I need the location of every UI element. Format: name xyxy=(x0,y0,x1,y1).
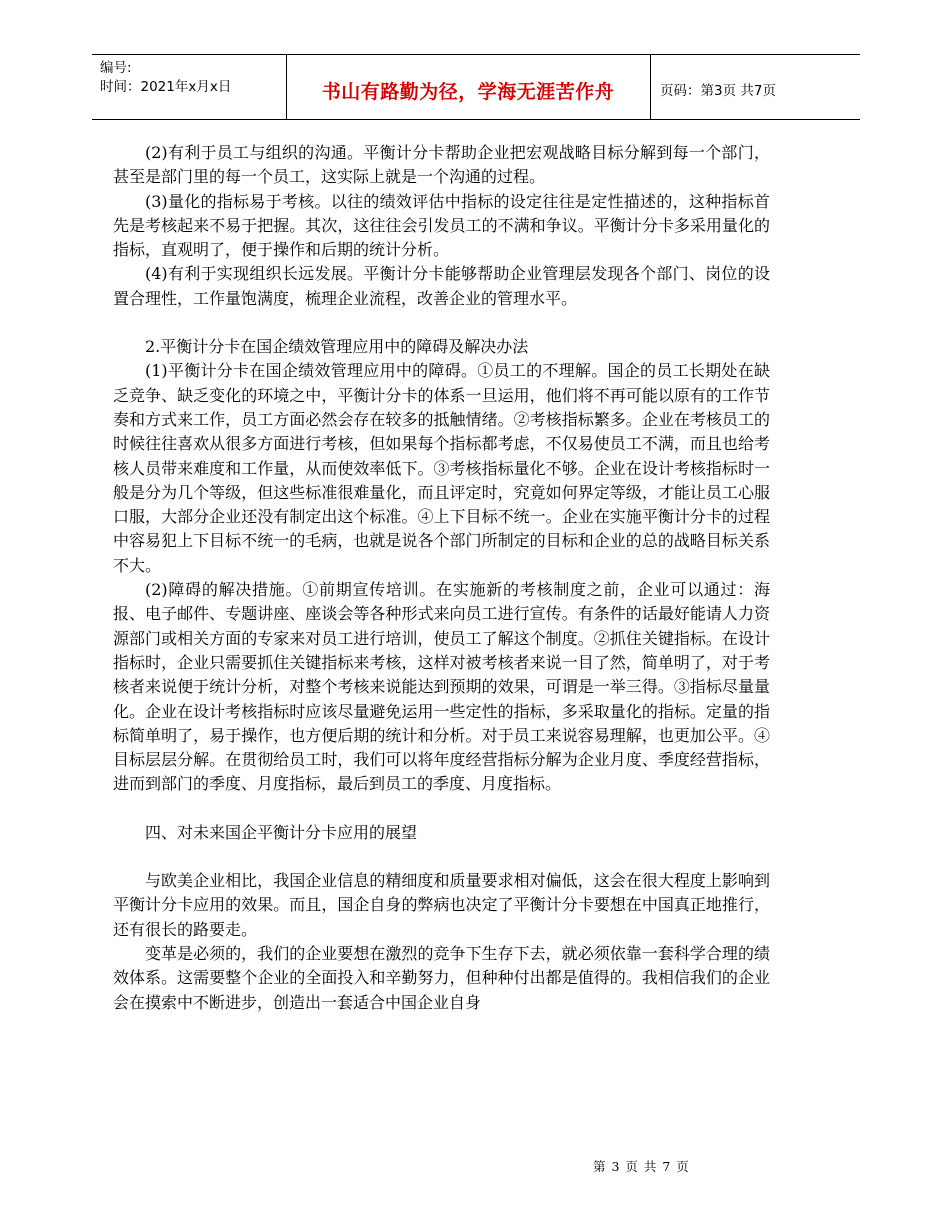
section-heading-obstacles: 2.平衡计分卡在国企绩效管理应用中的障碍及解决办法 xyxy=(145,337,529,357)
page-footer: 第 3 页 共 7 页 xyxy=(593,1159,690,1174)
paragraph-outlook: 与欧美企业相比，我国企业信息的精细度和质量要求相对偏低，这会在很大程度上影响到平衡计分卡应用的效果。而且，国企自身的弊病也决定了平衡计分卡要想在中国真正地推行，还有很长的路要走。 xyxy=(113,871,770,939)
paragraph-obstacles: (1)平衡计分卡在国企绩效管理应用中的障碍。①员工的不理解。国企的员工长期处在缺乏竞争、缺乏变化的环境之中，平衡计分卡的体系一旦运用，他们将不再可能以原有的工作节奏和方式来工作，员工方面必然会存在较多的抵触情绪。②考核指标繁多。企业在考核员工的时候往往喜欢从很多方面进行考核，但如果每个指标都考虑，不仅易使员工不满，而且也给考核人员带来难度和工作量，从而使效率低下。③考核指标量化不够。企业在设计考核指标时一般是分为几个等级，但这些标准很难量化，而且评定时，究竟如何界定等级，才能让员工心服口服，大部分企业还没有制定出这个标准。④上下目标不统一。企业在实施平衡计分卡的过程中容易犯上下目标不统一的毛病，也就是说各个部门所制定的目标和企业的总的战略目标关系不大。 xyxy=(113,361,770,575)
header-motto: 书山有路勤为径，学海无涯苦作舟 xyxy=(321,81,615,103)
paragraph-reform: 变革是必须的，我们的企业要想在激烈的竞争下生存下去，就必须依靠一套科学合理的绩效体系。这需要整个企业的全面投入和辛勤努力，但种种付出都是值得的。我相信我们的企业会在摸索中不断进步，创造出一套适合中国企业自身 xyxy=(113,943,770,1012)
header-time-label: 时间：2021年x月x日 xyxy=(100,79,232,95)
spacer xyxy=(113,845,770,869)
spacer xyxy=(113,311,770,335)
paragraph-quantified-indicators: (3)量化的指标易于考核。以往的绩效评估中指标的设定往往是定性描述的，这种指标首先是考核起来不易于把握。其次，这往往会引发员工的不满和争议。平衡计分卡多采用量化的指标，直观明了，便于操作和后期的统计分析。 xyxy=(113,191,770,260)
paragraph-long-term-development: (4)有利于实现组织长远发展。平衡计分卡能够帮助企业管理层发现各个部门、岗位的设置合理性，工作量饱满度，梳理企业流程，改善企业的管理水平。 xyxy=(113,264,770,308)
page-header xyxy=(92,54,860,120)
section-heading-outlook: 四、对未来国企平衡计分卡应用的展望 xyxy=(145,822,418,842)
paragraph-employee-communication: (2)有利于员工与组织的沟通。平衡计分卡帮助企业把宏观战略目标分解到每一个部门，甚至是部门里的每一个员工，这实际上就是一个沟通的过程。 xyxy=(113,143,770,187)
spacer xyxy=(113,797,770,821)
header-number-label: 编号: xyxy=(100,60,132,76)
document-body xyxy=(113,141,770,1015)
paragraph-solutions: (2)障碍的解决措施。①前期宣传培训。在实施新的考核制度之前，企业可以通过：海报、电子邮件、专题讲座、座谈会等各种形式来向员工进行宣传。有条件的话最好能请人力资源部门或相关方面的专家来对员工进行培训，使员工了解这个制度。②抓住关键指标。在设计指标时，企业只需要抓住关键指标来考核，这样对被考核者来说一目了然，简单明了，对于考核者来说便于统计分析，对整个考核来说能达到预期的效果，可谓是一举三得。③指标尽量量化。企业在设计考核指标时应该尽量避免运用一些定性的指标，多采取量化的指标。定量的指标简单明了，易于操作，也方便后期的统计和分析。对于员工来说容易理解，也更加公平。④目标层层分解。在贯彻给员工时，我们可以将年度经营指标分解为企业月度、季度经营指标，进而到部门的季度、月度指标，最后到员工的季度、月度指标。 xyxy=(113,580,770,794)
header-info xyxy=(100,59,231,97)
header-page-label: 页码：第3页 共7页 xyxy=(660,83,776,99)
header-divider xyxy=(650,55,651,119)
